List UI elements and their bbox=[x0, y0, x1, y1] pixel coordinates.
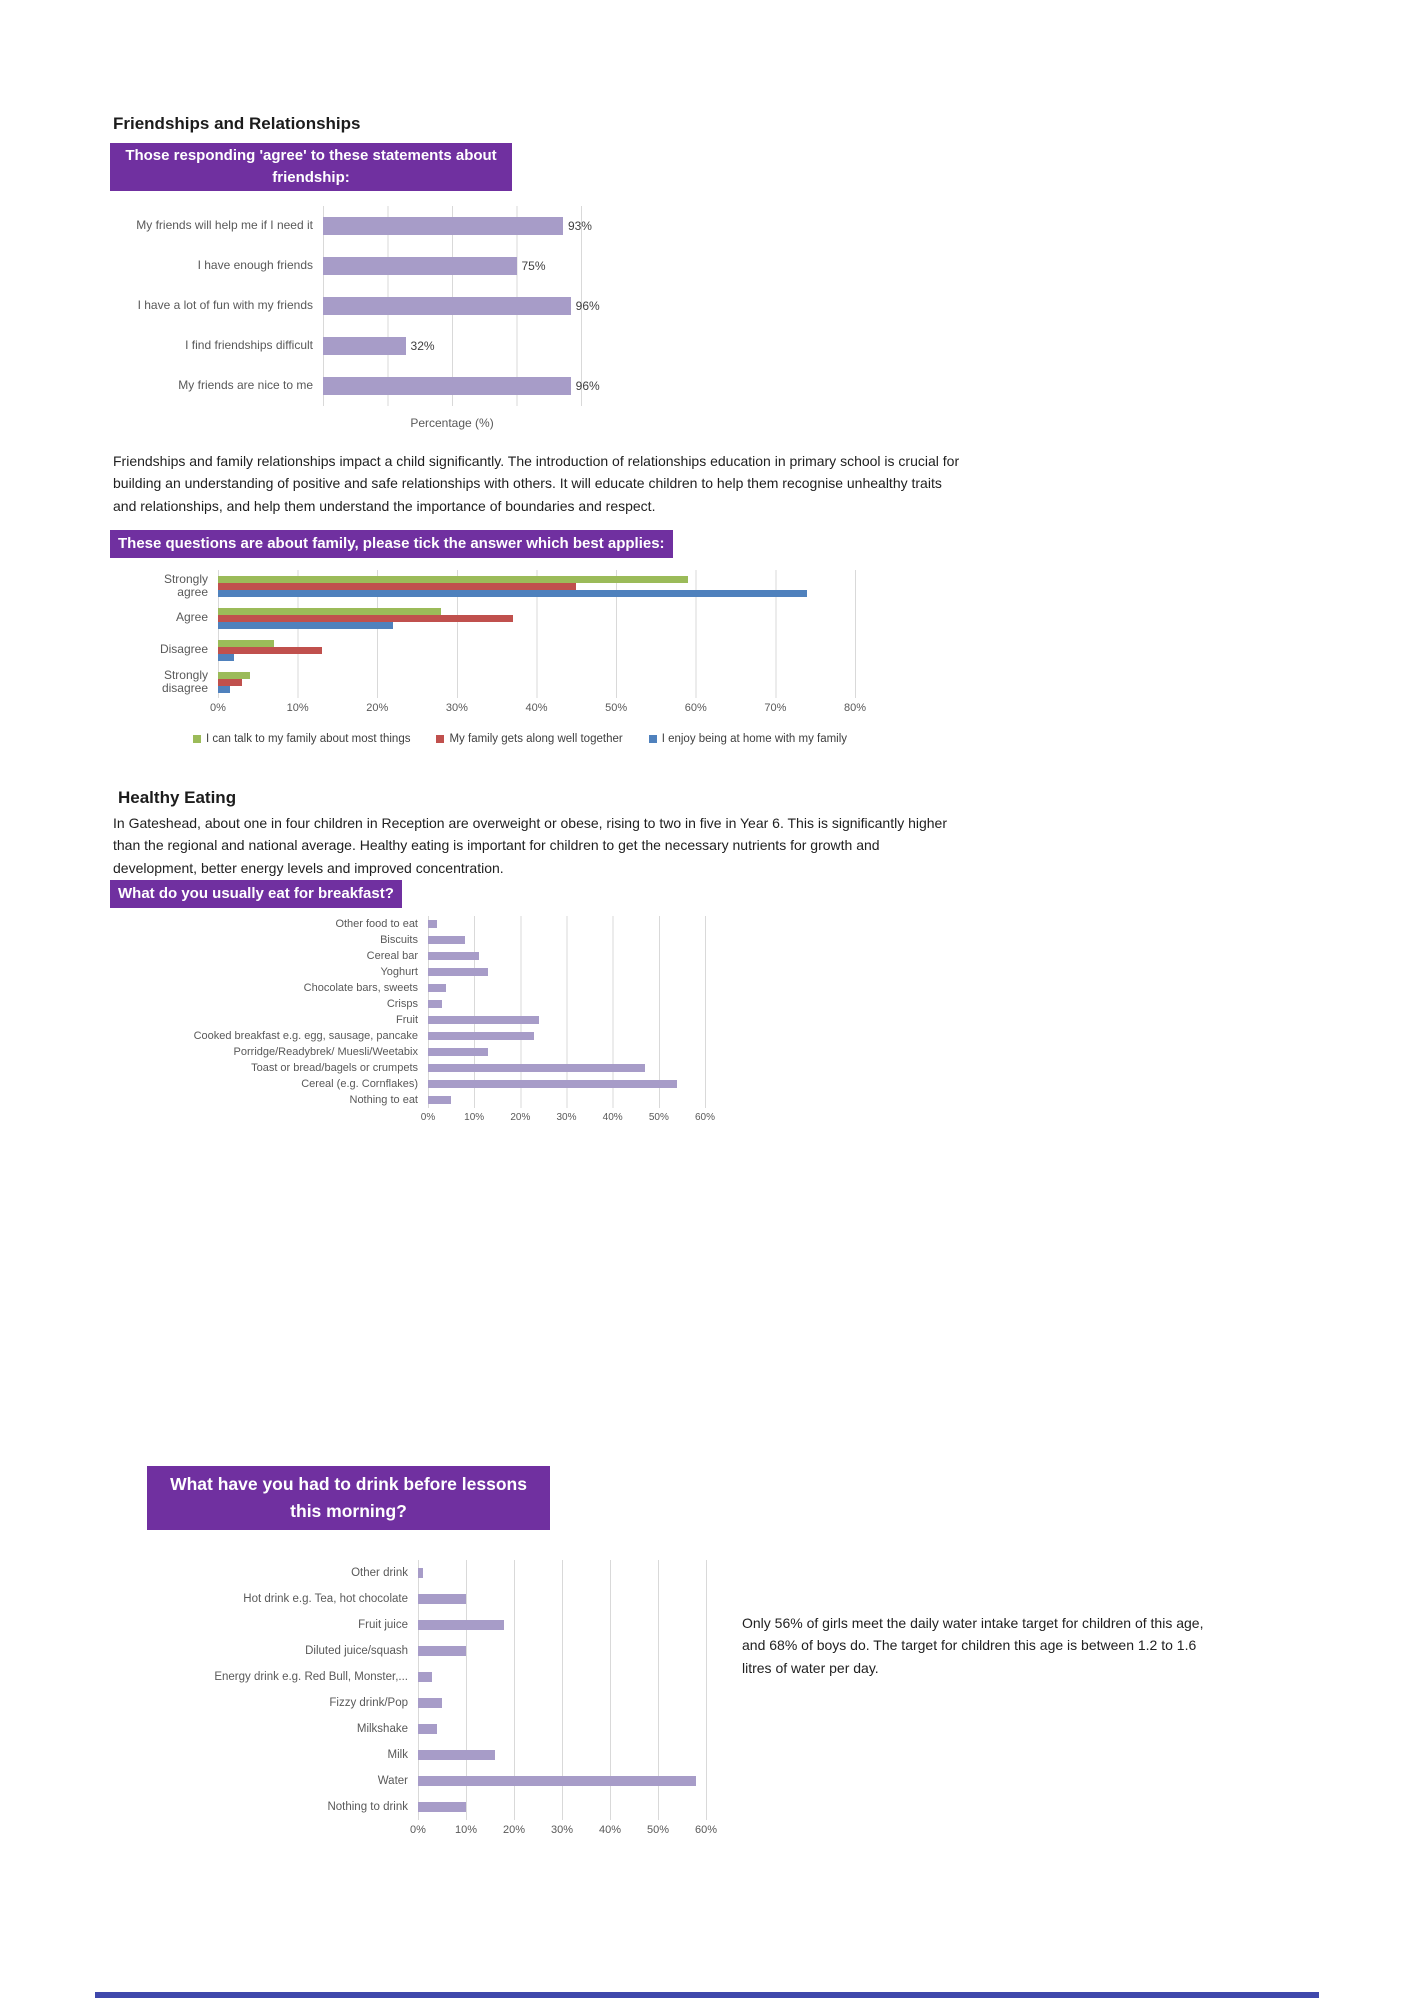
chart-row bbox=[110, 948, 720, 964]
bar bbox=[418, 1646, 466, 1656]
footer-rule bbox=[95, 1992, 1319, 1998]
plot-track bbox=[428, 948, 706, 964]
legend-item bbox=[436, 733, 622, 745]
plot-track bbox=[418, 1664, 707, 1690]
bar bbox=[418, 1724, 437, 1734]
category-label: Diluted juice/squash bbox=[305, 1644, 408, 1657]
category-label: Biscuits bbox=[380, 933, 418, 946]
chart-row bbox=[110, 996, 720, 1012]
plot-track bbox=[418, 1586, 707, 1612]
bar bbox=[428, 984, 446, 992]
category-label: My friends are nice to me bbox=[178, 378, 313, 393]
chart-row bbox=[110, 980, 720, 996]
bar bbox=[418, 1750, 495, 1760]
plot-track bbox=[428, 1076, 706, 1092]
plot-track bbox=[428, 964, 706, 980]
axis-tick-label: 70% bbox=[764, 702, 787, 714]
bar bbox=[428, 1032, 534, 1040]
friendship-agree-chart bbox=[110, 206, 690, 430]
legend-label: I can talk to my family about most things bbox=[205, 733, 411, 745]
bar bbox=[218, 615, 513, 622]
category-label: Strongly agree bbox=[163, 571, 208, 599]
category-label: I find friendships difficult bbox=[185, 338, 313, 353]
category-label: Other drink bbox=[351, 1566, 408, 1579]
bar-value-label: 93% bbox=[567, 219, 592, 233]
axis-tick-label: 20% bbox=[366, 702, 389, 714]
category-label: Milk bbox=[387, 1748, 408, 1761]
bar bbox=[323, 257, 517, 275]
chart-row bbox=[110, 916, 720, 932]
category-label: I have a lot of fun with my friends bbox=[137, 298, 313, 313]
axis-tick-label: 30% bbox=[556, 1112, 577, 1123]
plot-track bbox=[418, 1560, 707, 1586]
category-label: Cooked breakfast e.g. egg, sausage, pancake bbox=[193, 1029, 418, 1042]
chart-row bbox=[140, 570, 900, 602]
category-label: Fizzy drink/Pop bbox=[329, 1696, 408, 1709]
bar bbox=[323, 337, 406, 355]
chart-row bbox=[140, 602, 900, 634]
bar bbox=[428, 920, 437, 928]
chart-row bbox=[110, 366, 690, 406]
axis-tick-label: 60% bbox=[694, 1824, 718, 1836]
bar bbox=[218, 590, 807, 597]
category-label: Crisps bbox=[386, 997, 418, 1010]
category-label: Cereal (e.g. Cornflakes) bbox=[301, 1077, 418, 1090]
category-label: Fruit bbox=[396, 1013, 418, 1026]
category-label: Energy drink e.g. Red Bull, Monster,... bbox=[214, 1670, 408, 1683]
banner-drink-question: What have you had to drink before lessons this morning? bbox=[147, 1466, 550, 1530]
bar bbox=[323, 377, 571, 395]
axis-tick-label: 50% bbox=[648, 1112, 669, 1123]
chart-row bbox=[110, 1716, 720, 1742]
bar bbox=[418, 1802, 466, 1812]
breakfast-foods-chart bbox=[110, 916, 720, 1127]
bar bbox=[218, 576, 688, 583]
plot-track bbox=[428, 932, 706, 948]
chart-row bbox=[110, 206, 690, 246]
category-label: Hot drink e.g. Tea, hot chocolate bbox=[243, 1592, 408, 1605]
plot-track bbox=[218, 602, 856, 634]
morning-drinks-chart bbox=[110, 1560, 720, 1839]
axis-tick-label: 80% bbox=[843, 702, 867, 714]
legend-swatch-icon bbox=[436, 735, 444, 743]
axis-tick-label: 10% bbox=[464, 1112, 485, 1123]
chart-row bbox=[110, 1586, 720, 1612]
axis-tick-label: 20% bbox=[502, 1824, 526, 1836]
plot-track bbox=[428, 996, 706, 1012]
axis-tick-label: 60% bbox=[684, 702, 707, 714]
plot-track bbox=[323, 246, 582, 286]
legend-swatch-icon bbox=[193, 735, 201, 743]
axis-tick-label: 10% bbox=[454, 1824, 478, 1836]
bar-cluster bbox=[218, 602, 855, 634]
banner-breakfast-question: What do you usually eat for breakfast? bbox=[110, 880, 402, 908]
category-label: Fruit juice bbox=[358, 1618, 408, 1631]
legend-swatch-icon bbox=[649, 735, 657, 743]
bar bbox=[418, 1594, 466, 1604]
chart-row bbox=[110, 1028, 720, 1044]
bar bbox=[428, 1080, 677, 1088]
x-axis bbox=[420, 1112, 716, 1127]
chart-row bbox=[110, 1060, 720, 1076]
bar bbox=[428, 1016, 539, 1024]
axis-tick-label: 0% bbox=[410, 1824, 426, 1836]
bar bbox=[418, 1568, 423, 1578]
bar bbox=[428, 1048, 488, 1056]
plot-track bbox=[428, 1092, 706, 1108]
axis-tick-label: 50% bbox=[646, 1824, 670, 1836]
legend-item bbox=[193, 733, 411, 745]
axis-tick-label: 10% bbox=[286, 702, 309, 714]
bar bbox=[323, 217, 563, 235]
bar bbox=[418, 1620, 504, 1630]
banner-friendship-question: Those responding 'agree' to these statements about friendship: bbox=[110, 143, 512, 191]
water-intake-note: Only 56% of girls meet the daily water intake target for children of this age, and 68% of boys do. The target for children this age is between 1.2 to 1.6 litres of water per day. bbox=[742, 1615, 1204, 1676]
bar bbox=[218, 654, 234, 661]
axis-tick-label: 0% bbox=[420, 1112, 436, 1123]
family-statements-chart bbox=[140, 570, 900, 745]
plot-track bbox=[428, 1044, 706, 1060]
chart-row bbox=[110, 1076, 720, 1092]
category-label: Disagree bbox=[159, 642, 208, 657]
plot-track bbox=[428, 1060, 706, 1076]
category-label: Cereal bar bbox=[366, 949, 418, 962]
legend bbox=[140, 733, 900, 745]
bar-value-label: 75% bbox=[521, 259, 546, 273]
bar-value-label: 96% bbox=[575, 379, 600, 393]
category-label: Strongly disagree bbox=[161, 667, 208, 695]
bar-cluster bbox=[218, 634, 855, 666]
bar bbox=[218, 608, 441, 615]
plot-track bbox=[428, 980, 706, 996]
bar bbox=[428, 1000, 442, 1008]
section-title-healthy-eating: Healthy Eating bbox=[118, 788, 237, 807]
plot-track bbox=[323, 206, 592, 246]
axis-tick-label: 40% bbox=[602, 1112, 623, 1123]
chart-row bbox=[110, 1612, 720, 1638]
x-axis bbox=[410, 1824, 718, 1839]
chart-row bbox=[110, 246, 690, 286]
axis-tick-label: 50% bbox=[605, 702, 628, 714]
plot-track bbox=[218, 666, 856, 698]
category-label: Toast or bread/bagels or crumpets bbox=[251, 1061, 418, 1074]
axis-tick-label: 0% bbox=[210, 702, 226, 714]
category-label: Nothing to drink bbox=[327, 1800, 408, 1813]
paragraph-relationships: Friendships and family relationships impact a child significantly. The introduction of relationships education in primary school is crucial for building an understanding of positive and safe relationships with others. It will educate children to help them recognise unhealthy traits and relationships, and help them understand the importance of boundaries and respect. bbox=[113, 453, 960, 514]
paragraph-healthy-eating: In Gateshead, about one in four children in Reception are overweight or obese, rising to two in five in Year 6. This is significantly higher than the regional and national average. Healthy eating is important for children to get the necessary nutrients for growth and development, better energy levels and improved concentration. bbox=[113, 815, 948, 876]
chart-row bbox=[110, 1742, 720, 1768]
plot-track bbox=[323, 326, 582, 366]
plot-track bbox=[418, 1716, 707, 1742]
legend-label: My family gets along well together bbox=[449, 733, 623, 745]
plot-track bbox=[323, 286, 600, 326]
x-axis-title: Percentage (%) bbox=[410, 416, 494, 430]
legend-item bbox=[649, 733, 847, 745]
plot-track bbox=[428, 916, 706, 932]
category-label: I have enough friends bbox=[197, 258, 313, 273]
chart-row bbox=[140, 634, 900, 666]
x-axis bbox=[210, 702, 867, 717]
bar bbox=[218, 679, 242, 686]
axis-tick-label: 40% bbox=[598, 1824, 622, 1836]
chart-row bbox=[110, 1690, 720, 1716]
chart-row bbox=[110, 1092, 720, 1108]
category-label: Nothing to eat bbox=[349, 1093, 418, 1106]
plot-track bbox=[218, 634, 856, 666]
bar bbox=[418, 1672, 432, 1682]
axis-tick-label: 30% bbox=[445, 702, 468, 714]
category-label: Porridge/Readybrek/ Muesli/Weetabix bbox=[233, 1045, 418, 1058]
axis-tick-label: 60% bbox=[694, 1112, 716, 1123]
chart-row bbox=[110, 1012, 720, 1028]
plot-track bbox=[418, 1768, 707, 1794]
plot-track bbox=[428, 1012, 706, 1028]
banner-family-question: These questions are about family, please tick the answer which best applies: bbox=[110, 530, 673, 558]
plot-track bbox=[218, 570, 856, 602]
chart-row bbox=[110, 1768, 720, 1794]
bar-cluster bbox=[218, 570, 855, 602]
category-label: Other food to eat bbox=[335, 917, 418, 930]
chart-row bbox=[110, 286, 690, 326]
category-label: My friends will help me if I need it bbox=[136, 218, 313, 233]
bar bbox=[418, 1698, 442, 1708]
bar bbox=[323, 297, 571, 315]
bar bbox=[218, 640, 274, 647]
plot-track bbox=[418, 1638, 707, 1664]
bar bbox=[218, 686, 230, 693]
chart-row bbox=[140, 666, 900, 698]
bar bbox=[218, 672, 250, 679]
plot-track bbox=[323, 366, 600, 406]
bar-value-label: 32% bbox=[410, 339, 435, 353]
bar bbox=[428, 952, 479, 960]
bar bbox=[218, 622, 393, 629]
chart-row bbox=[110, 1794, 720, 1820]
chart-row bbox=[110, 1638, 720, 1664]
bar-cluster bbox=[218, 666, 855, 698]
category-label: Chocolate bars, sweets bbox=[303, 981, 418, 994]
legend-label: I enjoy being at home with my family bbox=[661, 733, 848, 745]
category-label: Agree bbox=[175, 610, 208, 625]
plot-track bbox=[418, 1794, 707, 1820]
chart-row bbox=[110, 1560, 720, 1586]
bar bbox=[428, 1064, 645, 1072]
plot-track bbox=[418, 1690, 707, 1716]
bar bbox=[418, 1776, 696, 1786]
plot-track bbox=[418, 1742, 707, 1768]
axis-tick-label: 40% bbox=[525, 702, 548, 714]
chart-row bbox=[110, 326, 690, 366]
category-label: Yoghurt bbox=[380, 965, 418, 978]
plot-track bbox=[418, 1612, 707, 1638]
category-label: Milkshake bbox=[356, 1722, 408, 1735]
axis-tick-label: 30% bbox=[550, 1824, 574, 1836]
bar bbox=[218, 583, 576, 590]
chart-row bbox=[110, 932, 720, 948]
axis-tick-label: 20% bbox=[510, 1112, 531, 1123]
bar-value-label: 96% bbox=[575, 299, 600, 313]
bar bbox=[428, 936, 465, 944]
chart-row bbox=[110, 1664, 720, 1690]
bar bbox=[428, 968, 488, 976]
bar bbox=[218, 647, 322, 654]
chart-row bbox=[110, 1044, 720, 1060]
category-label: Water bbox=[377, 1774, 408, 1787]
chart-row bbox=[110, 964, 720, 980]
plot-track bbox=[428, 1028, 706, 1044]
bar bbox=[428, 1096, 451, 1104]
section-title-friendships: Friendships and Relationships bbox=[113, 114, 361, 133]
